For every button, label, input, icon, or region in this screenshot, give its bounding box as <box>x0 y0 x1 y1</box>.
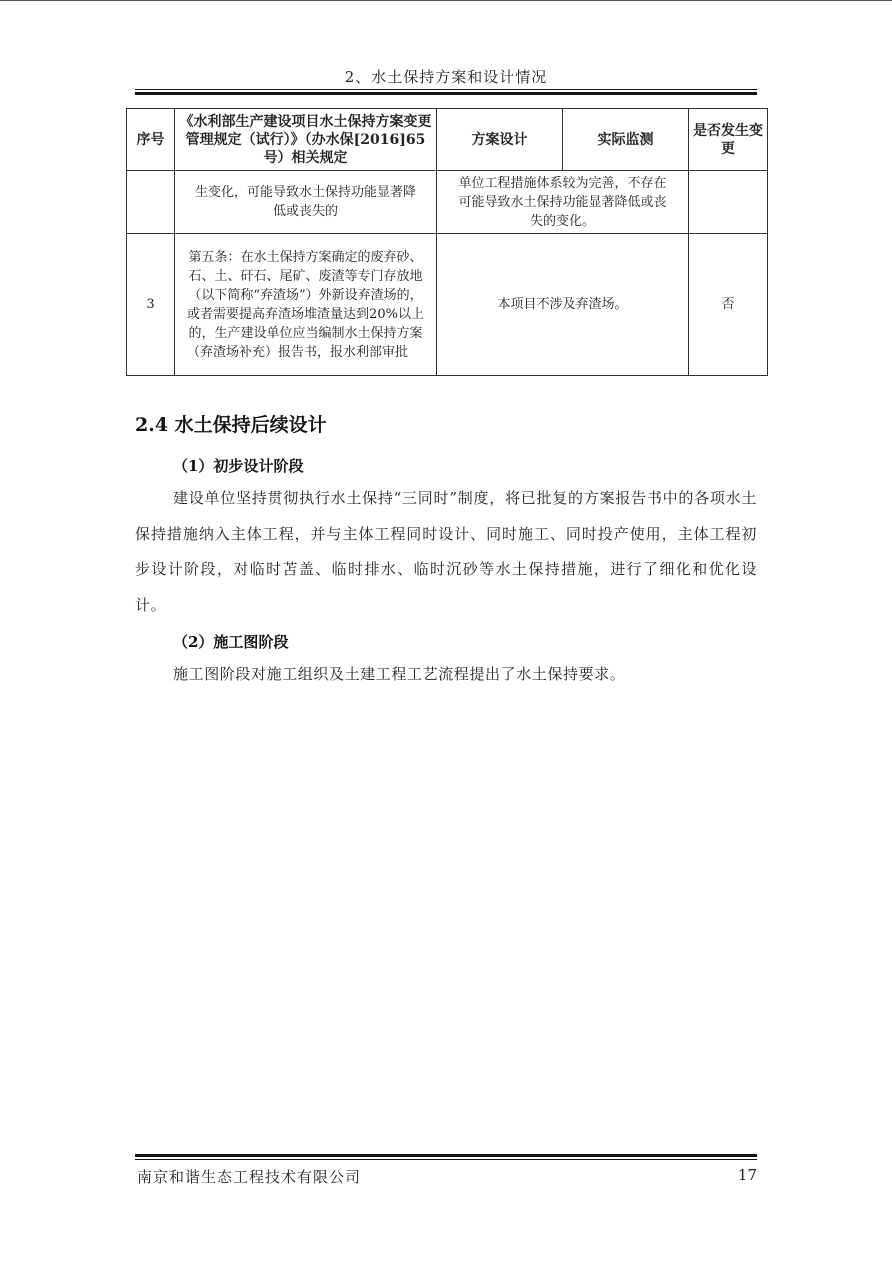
footer-rule-thick <box>135 1154 757 1157</box>
table-row <box>127 234 768 376</box>
subsection-title-preliminary: （1）初步设计阶段 <box>173 457 304 475</box>
rule-text: 第五条：在水土保持方案确定的废弃砂、石、土、矸石、尾矿、废渣等专门存放地（以下简称“弃渣场”）外新设弃渣场的，或者需要提高弃渣场堆渣量达到20%以上的，生产建设单位应当编制水土保持方案（弃渣场补充）报告书，报水利部审批 <box>175 234 437 376</box>
subsection-title-construction: （2）施工图阶段 <box>173 633 289 651</box>
design-monitor-text: 单位工程措施体系较为完善，不存在可能导致水土保持功能显著降低或丧失的变化。 <box>437 171 689 234</box>
paragraph-preliminary: 建设单位坚持贯彻执行水土保持“三同时”制度，将已批复的方案报告书中的各项水土保持措施纳入主体工程，并与主体工程同时设计、同时施工、同时投产使用，主体工程初步设计阶段，对临时苫盖、临时排水、临时沉砂等水土保持措施，进行了细化和优化设计。 <box>135 489 757 614</box>
row-number <box>127 171 175 234</box>
section-title: 2.4 水土保持后续设计 <box>135 414 327 436</box>
column-header-no: 序号 <box>127 109 175 171</box>
regulation-comparison-table <box>126 108 768 376</box>
column-header-changed: 是否发生变更 <box>689 109 768 171</box>
change-status: 否 <box>689 234 768 376</box>
footer-rule-thin <box>135 1159 757 1160</box>
footer-company: 南京和谐生态工程技术有限公司 <box>137 1168 362 1186</box>
header-rule-thick <box>135 92 757 95</box>
change-status <box>689 171 768 234</box>
table-header-row <box>127 109 768 171</box>
column-header-rule: 《水利部生产建设项目水土保持方案变更管理规定（试行）》（办水保[2016]65号）相关规定 <box>175 109 437 171</box>
table-row <box>127 171 768 234</box>
header-rule-thin <box>135 89 757 90</box>
column-header-monitor: 实际监测 <box>563 109 689 171</box>
paragraph-construction: 施工图阶段对施工组织及土建工程工艺流程提出了水土保持要求。 <box>173 665 626 683</box>
page-top-border <box>0 0 892 1</box>
design-monitor-text: 本项目不涉及弃渣场。 <box>437 234 689 376</box>
row-number: 3 <box>127 234 175 376</box>
rule-text: 生变化，可能导致水土保持功能显著降低或丧失的 <box>175 171 437 234</box>
page-header-title: 2、水土保持方案和设计情况 <box>344 68 548 86</box>
column-header-design: 方案设计 <box>437 109 563 171</box>
page-number: 17 <box>737 1166 757 1184</box>
